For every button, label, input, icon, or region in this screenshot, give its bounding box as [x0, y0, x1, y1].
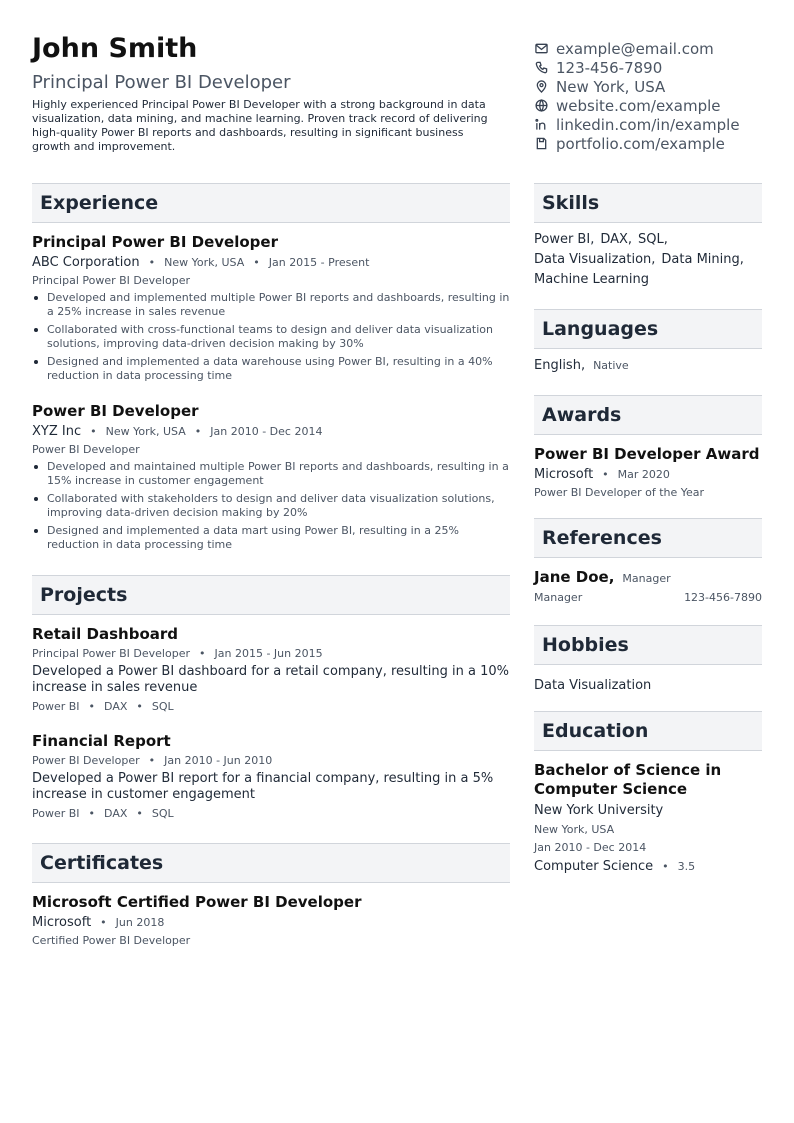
separator-dot: • [148, 256, 156, 269]
contact-linkedin[interactable] [534, 115, 774, 134]
contact-list [534, 39, 774, 153]
location-icon [534, 80, 548, 94]
experience-entry [32, 402, 510, 556]
awards-section-header [534, 395, 762, 435]
reference-entry [534, 568, 762, 604]
education-gpa: 3.5 [677, 860, 696, 873]
contact-location [534, 77, 774, 96]
award-entry [534, 445, 762, 499]
languages-section-header [534, 309, 762, 349]
hobbies-section-header [534, 625, 762, 665]
job-highlight: Designed and implemented a data mart using Power BI, resulting in a 25% reduction in data processing time [32, 524, 510, 552]
skills-section-header [534, 183, 762, 223]
separator-dot: • [194, 425, 202, 438]
job-highlight: Collaborated with stakeholders to design and deliver data visualization solutions, improving data-driven decision making by 20% [32, 492, 510, 520]
job-highlights [32, 291, 510, 383]
projects-section-header [32, 575, 510, 615]
education-dates: Jan 2010 - Dec 2014 [534, 841, 647, 854]
project-title: Retail Dashboard [32, 625, 179, 643]
globe-icon [534, 99, 548, 113]
contact-phone[interactable] [534, 58, 774, 77]
languages-heading: Languages [542, 318, 659, 340]
certificate-date: Jun 2018 [115, 916, 165, 929]
job-highlight: Developed and implemented multiple Power BI reports and dashboards, resulting in a 25% increase in sales revenue [32, 291, 510, 319]
job-location: New York, USA [164, 256, 245, 269]
project-entry [32, 625, 510, 713]
references-section-header [534, 518, 762, 558]
linkedin-icon [534, 118, 548, 132]
reference-relation: Manager [534, 591, 583, 604]
projects-heading: Projects [40, 584, 128, 606]
degree-line: Bachelor of Science in [534, 761, 722, 779]
project-dates: Jan 2015 - Jun 2015 [214, 647, 323, 660]
project-role: Principal Power BI Developer [32, 647, 190, 660]
experience-heading: Experience [40, 192, 159, 214]
company-name: XYZ Inc [32, 424, 82, 439]
candidate-summary: Highly experienced Principal Power BI Developer with a strong background in data visualization, data mining, and machine learning. Proven track record of delivering high-quality Power BI reports and dashboards, resulting in significant business growth and improvement. [32, 98, 488, 153]
project-entry [32, 732, 510, 820]
reference-phone[interactable]: 123-456-7890 [684, 591, 762, 604]
skill-item: Machine Learning [534, 272, 649, 287]
contact-portfolio[interactable] [534, 134, 774, 153]
separator-dot: • [136, 700, 143, 713]
job-highlight: Collaborated with cross-functional teams to design and deliver data visualization solutions, improving data-driven decision making by 30% [32, 323, 510, 351]
separator-dot: • [199, 647, 206, 660]
contact-email[interactable] [534, 39, 774, 58]
reference-position: Manager [622, 572, 671, 585]
job-title: Power BI Developer [32, 402, 199, 420]
certificates-heading: Certificates [40, 852, 164, 874]
separator-dot: • [88, 700, 96, 713]
project-description: Developed a Power BI report for a financial company, resulting in a 5% increase in customer engagement [32, 771, 494, 802]
candidate-name: John Smith [32, 33, 198, 64]
job-dates: Jan 2010 - Dec 2014 [210, 425, 323, 438]
project-tech: Power BI [32, 807, 80, 820]
project-role: Power BI Developer [32, 754, 140, 767]
separator-dot: • [100, 916, 107, 929]
contact-website-text: website.com/example [556, 96, 721, 115]
project-dates: Jan 2010 - Jun 2010 [164, 754, 273, 767]
award-title: Power BI Developer Award [534, 445, 760, 463]
language-entry [534, 358, 762, 373]
references-heading: References [542, 527, 662, 549]
job-highlight: Developed and maintained multiple Power BI reports and dashboards, resulting in a 15% increase in customer engagement [32, 460, 510, 488]
certificate-description: Certified Power BI Developer [32, 934, 191, 947]
contact-phone-text: 123-456-7890 [556, 58, 663, 77]
portfolio-icon [534, 137, 548, 151]
project-tech: Power BI [32, 700, 80, 713]
job-dates: Jan 2015 - Present [268, 256, 370, 269]
certificate-issuer: Microsoft [32, 915, 92, 930]
project-tech: SQL [151, 700, 174, 713]
job-title: Principal Power BI Developer [32, 233, 278, 251]
contact-portfolio-text: portfolio.com/example [556, 134, 725, 153]
phone-icon [534, 61, 548, 75]
project-title: Financial Report [32, 732, 171, 750]
contact-location-text: New York, USA [556, 77, 666, 96]
project-description: Developed a Power BI dashboard for a retail company, resulting in a 10% increase in sales revenue [32, 664, 509, 695]
award-date: Mar 2020 [617, 468, 670, 481]
education-field: Computer Science [534, 859, 654, 874]
separator-dot: • [90, 425, 97, 438]
contact-email-text: example@email.com [556, 39, 714, 58]
skill-item: Data Mining, [661, 252, 744, 267]
certificates-section-header [32, 843, 510, 883]
skill-item: Power BI, [534, 232, 595, 247]
separator-dot: • [662, 860, 669, 873]
project-tech: SQL [151, 807, 174, 820]
awards-heading: Awards [542, 404, 622, 426]
separator-dot: • [148, 754, 156, 767]
mail-icon [534, 42, 548, 56]
school-location: New York, USA [534, 823, 615, 836]
job-highlight: Designed and implemented a data warehouse using Power BI, resulting in a 40% reduction in data processing time [32, 355, 510, 383]
degree-line: Computer Science [534, 780, 688, 798]
job-role: Principal Power BI Developer [32, 274, 190, 287]
project-tech: DAX [104, 807, 128, 820]
certificate-entry [32, 893, 510, 947]
company-name: ABC Corporation [32, 255, 140, 270]
reference-name: Jane Doe, [534, 568, 615, 586]
school-name: New York University [534, 803, 664, 818]
project-tech: DAX [104, 700, 128, 713]
job-highlights [32, 460, 510, 552]
job-location: New York, USA [105, 425, 186, 438]
candidate-headline: Principal Power BI Developer [32, 72, 291, 93]
experience-entry [32, 233, 510, 387]
language-name: English, [534, 358, 586, 373]
language-level: Native [593, 359, 629, 372]
separator-dot: • [136, 807, 143, 820]
hobby-entry [534, 674, 762, 693]
certificate-title: Microsoft Certified Power BI Developer [32, 893, 362, 911]
skill-item: DAX, [600, 232, 633, 247]
separator-dot: • [253, 256, 260, 269]
education-section-header [534, 711, 762, 751]
education-entry [534, 761, 762, 874]
experience-section-header [32, 183, 510, 223]
skills-list [534, 232, 762, 292]
skill-item: SQL, [638, 232, 668, 247]
award-issuer: Microsoft [534, 467, 594, 482]
education-heading: Education [542, 720, 649, 742]
separator-dot: • [88, 807, 96, 820]
job-role: Power BI Developer [32, 443, 140, 456]
skills-heading: Skills [542, 192, 600, 214]
contact-linkedin-text: linkedin.com/in/example [556, 115, 740, 134]
separator-dot: • [602, 468, 609, 481]
hobbies-heading: Hobbies [542, 634, 629, 656]
hobby-item: Data Visualization [534, 678, 652, 693]
skill-item: Data Visualization, [534, 252, 656, 267]
contact-website[interactable] [534, 96, 774, 115]
award-description: Power BI Developer of the Year [534, 486, 705, 499]
